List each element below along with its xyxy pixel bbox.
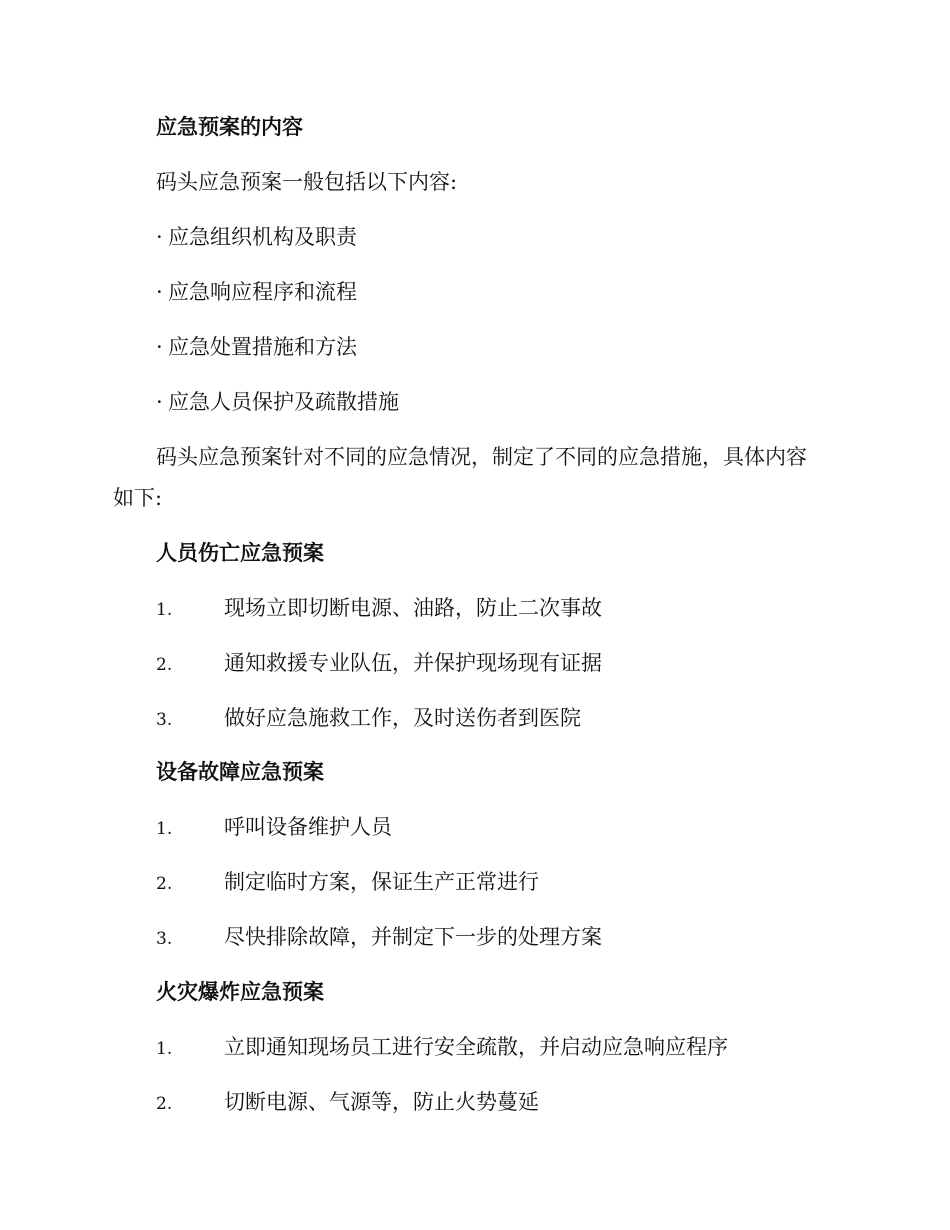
list-text: 切断电源、气源等，防止火势蔓延 — [224, 1090, 539, 1114]
section-heading: 应急预案的内容 — [156, 115, 303, 139]
list-text: 尽快排除故障，并制定下一步的处理方案 — [224, 925, 602, 949]
fire-heading: 火灾爆炸应急预案 — [156, 980, 324, 1004]
bullet-dot: · — [156, 390, 163, 414]
list-number: 2. — [156, 1094, 173, 1114]
list-item — [156, 703, 950, 735]
bullet-item — [156, 222, 950, 252]
list-number: 1. — [156, 819, 173, 839]
bullet-item — [156, 332, 950, 362]
bullet-dot: · — [156, 280, 163, 304]
bullet-text: 应急组织机构及职责 — [168, 225, 357, 249]
list-item — [156, 1032, 950, 1064]
list-item — [156, 812, 950, 844]
body-paragraph-line: 如下: — [113, 486, 163, 510]
list-item — [156, 1087, 950, 1119]
list-number: 3. — [156, 929, 173, 949]
list-text: 现场立即切断电源、油路，防止二次事故 — [224, 596, 602, 620]
bullet-text: 应急处置措施和方法 — [168, 335, 357, 359]
list-number: 2. — [156, 655, 173, 675]
bullet-text: 应急人员保护及疏散措施 — [168, 390, 399, 414]
list-text: 制定临时方案，保证生产正常进行 — [224, 870, 539, 894]
list-text: 做好应急施救工作，及时送伤者到医院 — [224, 706, 581, 730]
casualty-heading: 人员伤亡应急预案 — [156, 541, 324, 565]
bullet-dot: · — [156, 225, 163, 249]
bullet-dot: · — [156, 335, 163, 359]
list-number: 3. — [156, 710, 173, 730]
list-item — [156, 593, 950, 625]
body-paragraph-line: 码头应急预案针对不同的应急情况，制定了不同的应急措施，具体内容 — [156, 445, 807, 469]
list-text: 通知救援专业队伍，并保护现场现有证据 — [224, 651, 602, 675]
intro-paragraph: 码头应急预案一般包括以下内容: — [156, 170, 458, 194]
list-number: 1. — [156, 600, 173, 620]
list-number: 2. — [156, 874, 173, 894]
list-item — [156, 867, 950, 899]
bullet-item — [156, 277, 950, 307]
list-item — [156, 648, 950, 680]
list-item — [156, 922, 950, 954]
bullet-text: 应急响应程序和流程 — [168, 280, 357, 304]
list-text: 呼叫设备维护人员 — [224, 815, 392, 839]
bullet-item — [156, 387, 950, 417]
list-text: 立即通知现场员工进行安全疏散，并启动应急响应程序 — [224, 1035, 728, 1059]
list-number: 1. — [156, 1039, 173, 1059]
equipment-heading: 设备故障应急预案 — [156, 760, 324, 784]
